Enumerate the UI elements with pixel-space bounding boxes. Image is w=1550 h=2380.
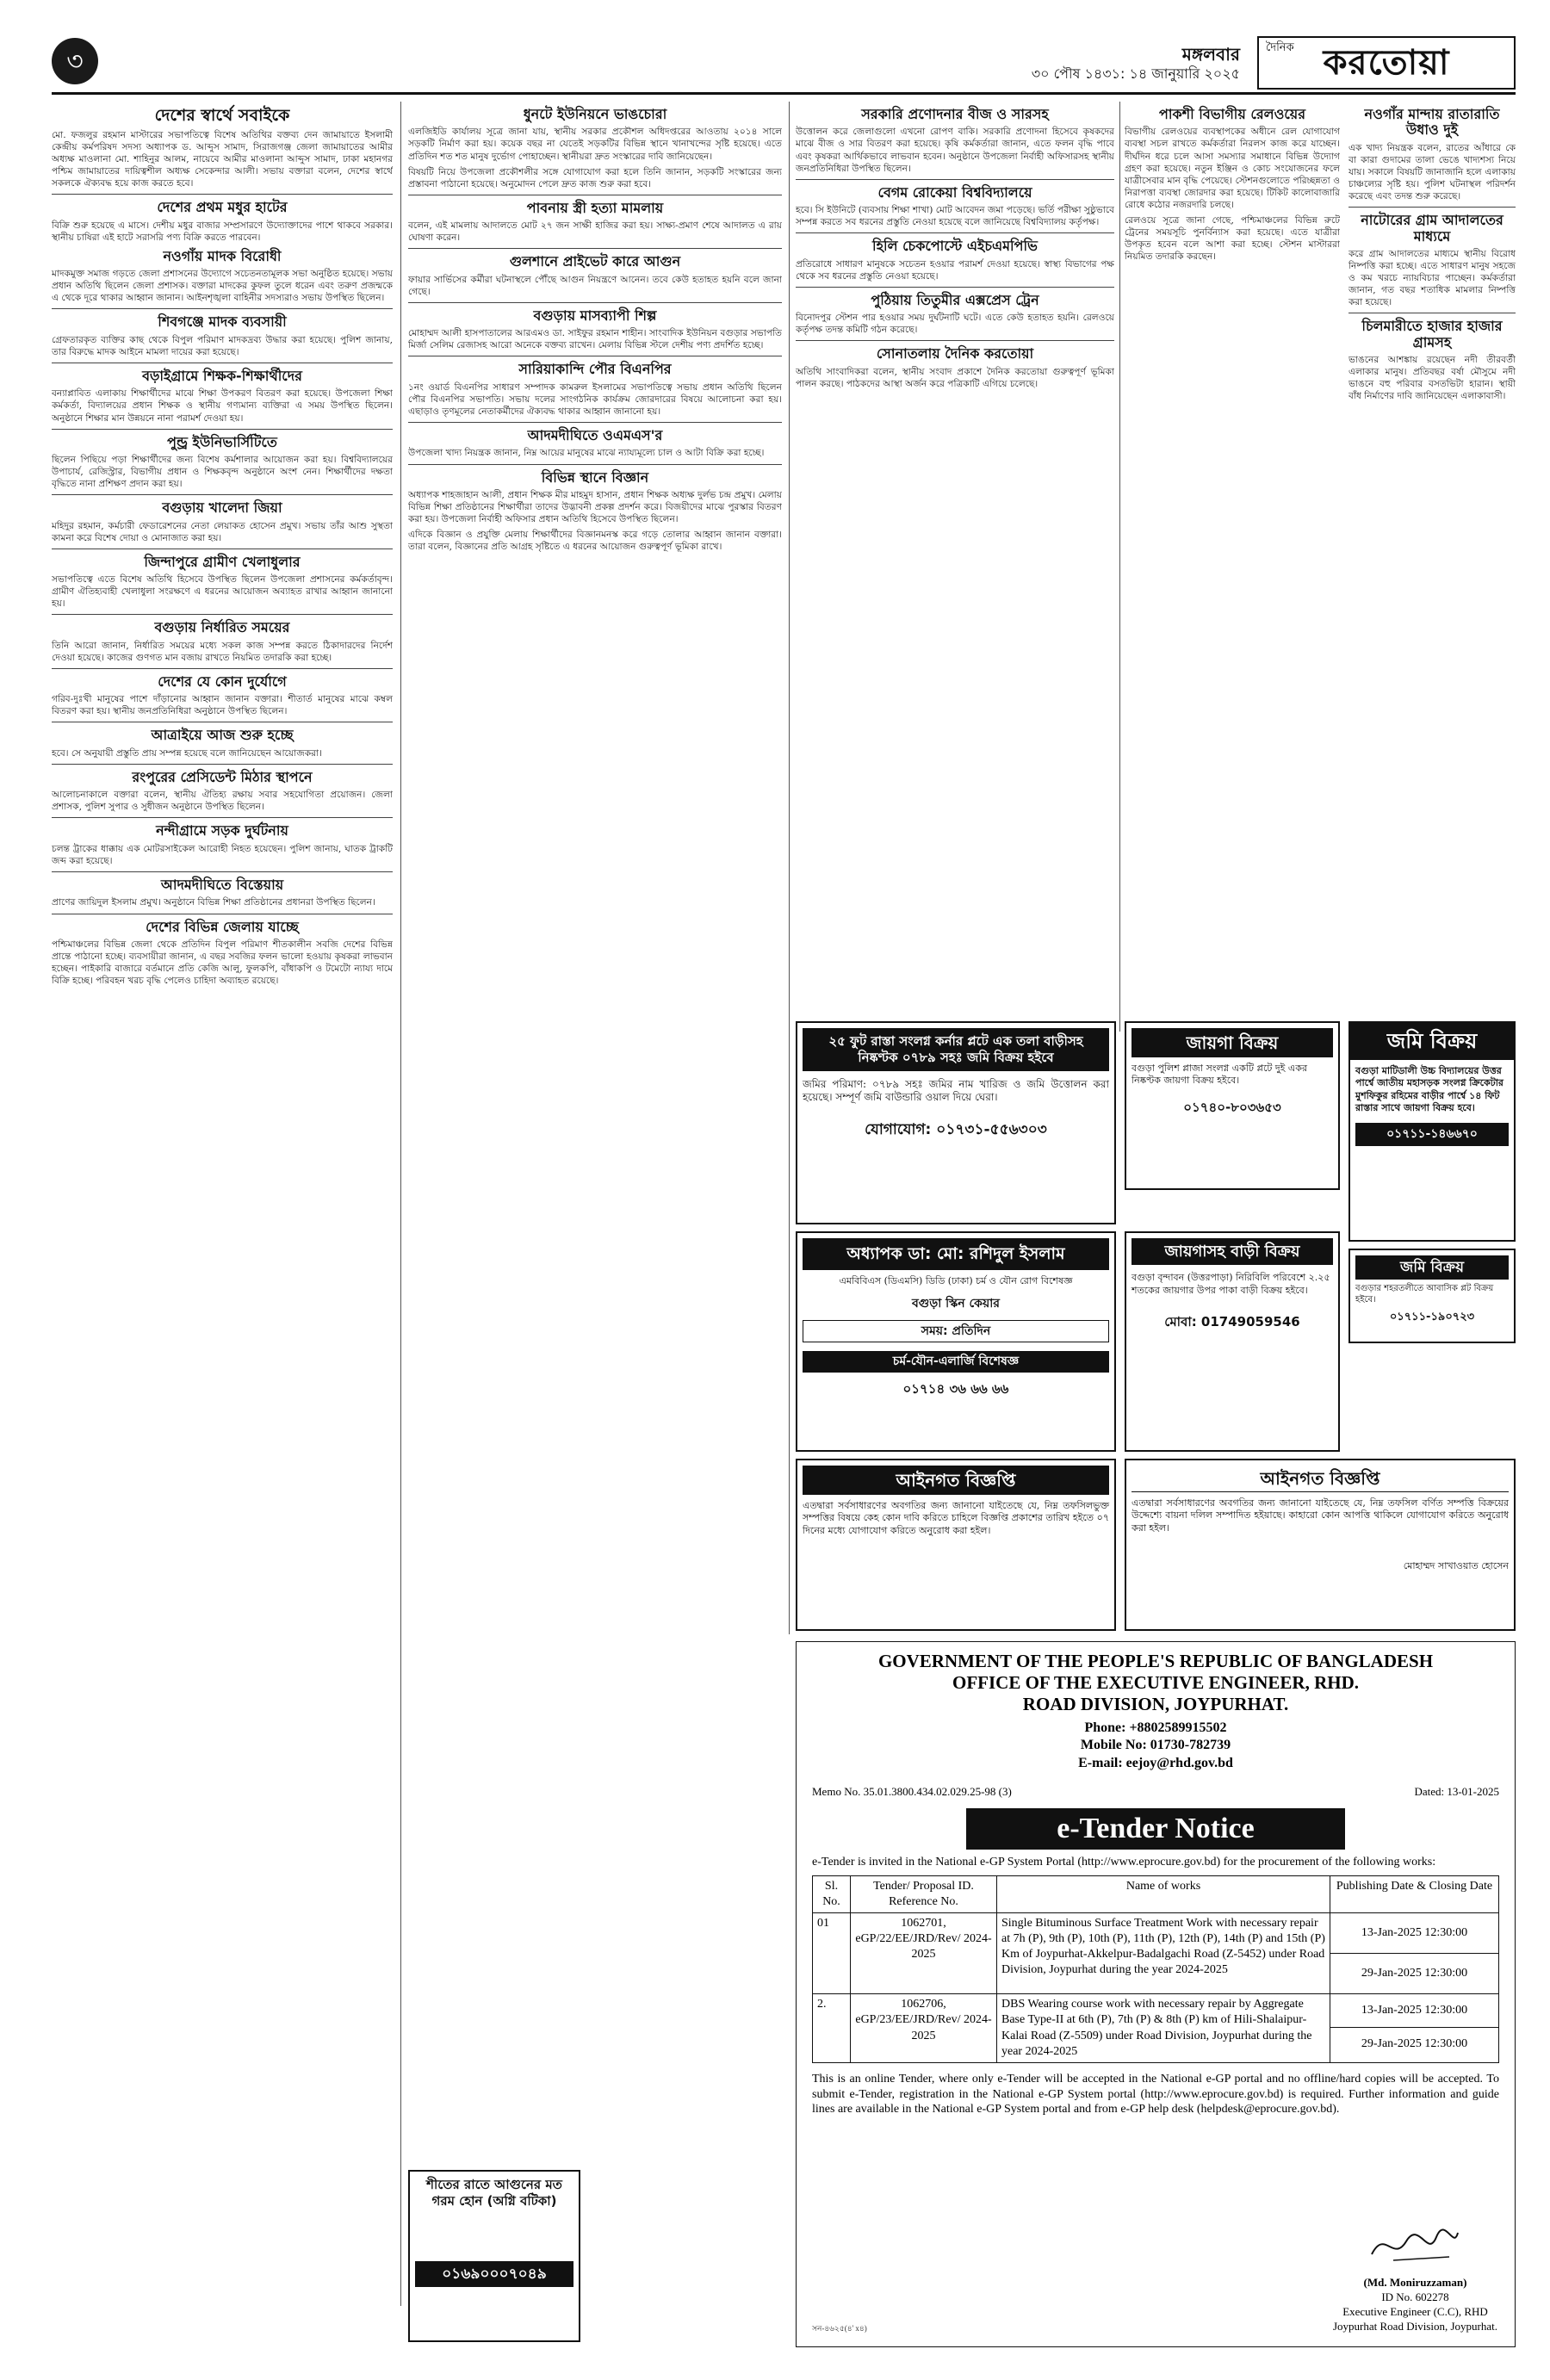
- masthead: [1257, 36, 1516, 90]
- article-text: মোহাম্মদ আলী হাসপাতালের আরএমও ডা. সাইফুর রহমান শাহীন। সাংবাদিক ইউনিয়ন বগুড়ার সভাপতি মির্জা সেলিম রেজাসহ আরো অনেকে বক্তব্য রাখেন। মেলায় বিভিন্ন স্টলে দেশীয় পণ্য প্রদর্শিত হচ্ছে।: [408, 328, 782, 351]
- column-divider: [789, 102, 790, 1634]
- headline: দেশের বিভিন্ন জেলায় যাচ্ছে: [146, 918, 299, 935]
- tender-email: E-mail: eejoy@rhd.gov.bd: [1078, 1756, 1233, 1771]
- article-text: ১নং ওয়ার্ড বিএনপির সাধারণ সম্পাদক কামরুল ইসলামের সভাপতিত্বে সভায় প্রধান অতিথি ছিলেন পৌর বিএনপির সভাপতি। সভায় দলের সাংগঠনিক কার্যক্রম জোরদারের বিষয়ে আলোচনা করা হয়। এছাড়াও তৃণমূলের নেতাকর্মীদের ঐক্যবদ্ধ থাকার আহ্বান জানানো হয়।: [408, 381, 782, 417]
- column-divider: [400, 102, 401, 2306]
- plot-ad-title: ২৫ ফুট রাস্তা সংলগ্ন কর্নার প্লটে এক তলা বাড়ীসহ নিষ্কণ্টক ০৭৮৯ সহঃ জমি বিক্রয় হইবে: [803, 1028, 1109, 1071]
- headline: গুলশানে প্রাইভেট কারে আগুন: [509, 253, 681, 270]
- tender-phone: Phone: +8802589915502: [1084, 1720, 1227, 1735]
- headline: বগুড়ায় মাসব্যাপী শিল্প: [533, 307, 657, 324]
- article-text: অতিথি সাংবাদিকরা বলেন, স্থানীয় সংবাদ প্রকাশে দৈনিক করতোয়া গুরুত্বপূর্ণ ভূমিকা পালন করছে। পাঠকদের আস্থা অর্জন করে পত্রিকাটি এগিয়ে চলেছে।: [796, 366, 1114, 389]
- tender-dated: Dated: 13-01-2025: [1414, 1784, 1499, 1798]
- land2-title: জমি বিক্রয়: [1350, 1023, 1514, 1060]
- headline: বেগম রোকেয়া বিশ্ববিদ্যালয়ে: [877, 183, 1032, 201]
- article-text: গ্রেফতারকৃত ব্যক্তির কাছ থেকে বিপুল পরিমাণ মাদকদ্রব্য উদ্ধার করা হয়েছে। পুলিশ জানায়, তার বিরুদ্ধে মাদক আইনে মামলা দায়ের করা হয়েছে।: [52, 334, 393, 357]
- ad-code: সন-৪৬২৫(৪' x৪): [812, 2324, 867, 2334]
- table-row: [813, 1994, 1499, 2063]
- headline: পাবনায় স্ত্রী হত্যা মামলায়: [526, 199, 664, 216]
- land3-body: বগুড়ার শহরতলীতে আবাসিক প্লট বিক্রয় হইবে।: [1355, 1284, 1494, 1305]
- table-row: [813, 1912, 1499, 1993]
- legal-notice-title: আইনগত বিজ্ঞপ্তি: [803, 1466, 1109, 1495]
- row-id: 1062706, eGP/23/EE/JRD/Rev/ 2024-2025: [851, 1994, 997, 2063]
- article-text: পশ্চিমাঞ্চলের বিভিন্ন জেলা থেকে প্রতিদিন বিপুল পরিমাণ শীতকালীন সবজি দেশের বিভিন্ন প্রান্তে পাঠানো হচ্ছে। ব্যবসায়ীরা জানান, এ বছর সবজির ফলন ভালো হওয়ায় কৃষকরা লাভবান হচ্ছেন। পাইকারি বাজারে বর্তমানে প্রতি কেজি আলু, ফুলকপি, বাঁধাকপি ও টমেটো ন্যায্য দামে বিক্রি হচ্ছে। পরিবহন খরচ বৃদ্ধি পেলেও চাহিদা অব্যাহত রয়েছে।: [52, 939, 393, 987]
- legal-notice-1: [796, 1459, 1116, 1631]
- article-text: সভাপতিত্বে এতে বিশেষ অতিথি হিসেবে উপস্থিত ছিলেন উপজেলা প্রশাসনের কর্মকর্তাবৃন্দ। গ্রামীণ ঐতিহ্যবাহী খেলাধুলা সংরক্ষণে এ ধরনের আয়োজন অব্যাহত রাখার আহ্বান জানানো হয়।: [52, 574, 393, 610]
- sig-office: Joypurhat Road Division, Joypurhat.: [1332, 2320, 1497, 2334]
- row-name: DBS Wearing course work with necessary repair by Aggregate Base Type-II at 6th (P), 7th (P) & 8th (P) km of Hili-Shalaipur- Kalai Road (Z-5509) under Road Division, Joypurhat during the year 2024-2025: [997, 1994, 1330, 2063]
- headline: নন্দীগ্রামে সড়ক দুর্ঘটনায়: [156, 822, 288, 840]
- doctor-time: সময়: প্রতিদিন: [803, 1320, 1109, 1342]
- row-id: 1062701, eGP/22/EE/JRD/Rev/ 2024-2025: [851, 1912, 997, 1993]
- sig-name: (Md. Moniruzzaman): [1363, 2276, 1467, 2290]
- signature-scribble: [1367, 2224, 1462, 2267]
- land-ad-body: বগুড়া পুলিশ প্লাজা সংলগ্ন একটি প্লটে দুই একর নিষ্কণ্টক জায়গা বিক্রয় হইবে।: [1132, 1063, 1307, 1087]
- winter-ad: [408, 2170, 580, 2342]
- doctor-specialty: চর্ম-যৌন-এলার্জি বিশেষজ্ঞ: [803, 1351, 1109, 1372]
- column-divider: [1119, 102, 1120, 1032]
- tender-intro: e-Tender is invited in the National e-GP System Portal (http://www.eprocure.gov.bd) for the procurement of the following works:: [812, 1856, 1436, 1869]
- headline: ধুনটে ইউনিয়নে ভাঙচোরা: [523, 106, 667, 122]
- headline: দেশের স্বার্থে সবাইকে: [154, 106, 290, 125]
- house-ad-phone: মোবা: 01749059546: [1164, 1313, 1300, 1329]
- article-text: চলন্ত ট্রাকের ধাক্কায় এক মোটরসাইকেল আরোহী নিহত হয়েছেন। পুলিশ জানায়, ঘাতক ট্রাকটি জব্দ করা হয়েছে।: [52, 843, 393, 866]
- plot-ad-body: জমির পরিমাণ: ০৭৮৯ সহঃ জমির নাম খারিজ ও জমি উত্তোলন করা হয়েছে। সম্পূর্ণ জমি বাউন্ডারি ওয়াল দিয়ে ঘেরা।: [803, 1077, 1109, 1104]
- headline: আদমদীঘিতে ওএমএস'র: [527, 427, 663, 444]
- tender-signature: [1333, 2224, 1497, 2334]
- article-text: রেলওয়ে সূত্রে জানা গেছে, পশ্চিমাঞ্চলের বিভিন্ন রুটে ট্রেনের সময়সূচি পুনর্বিন্যাস করা হয়েছে। এতে যাত্রীরা উপকৃত হবেন বলে আশা করা হচ্ছে। স্টেশন মাস্টাররা নিয়মিত তদারকি করছেন।: [1125, 214, 1340, 263]
- land-sale-ad: [1125, 1021, 1340, 1190]
- row-dates: [1330, 1994, 1499, 2063]
- house-sale-ad: [1125, 1231, 1340, 1452]
- legal2-sign: মোহাম্মদ সাখাওয়াত হোসেন: [1403, 1559, 1509, 1571]
- article-text: বিষয়টি নিয়ে উপজেলা প্রকৌশলীর সঙ্গে যোগাযোগ করা হলে তিনি জানান, সড়কটি সংস্কারের জন্য প্রস্তাবনা পাঠানো হয়েছে। অনুমোদন পেলে দ্রুত কাজ শুরু করা হবে।: [408, 166, 782, 189]
- tender-memo-row: [812, 1785, 1499, 1800]
- row-publish: 13-Jan-2025 12:30:00: [1330, 1994, 1498, 2028]
- row-dates: [1330, 1912, 1499, 1993]
- headline: হিলি চেকপোস্টে এইচএমপিভি: [872, 238, 1038, 255]
- article-text: ফায়ার সার্ভিসের কর্মীরা ঘটনাস্থলে পৌঁছে আগুন নিয়ন্ত্রণে আনেন। তবে কেউ হতাহত হয়নি বলে জানা গেছে।: [408, 274, 782, 297]
- plot-ad-phone: যোগাযোগ: ০১৭৩১-৫৫৬৩০৩: [865, 1120, 1047, 1138]
- tender-table: [812, 1875, 1499, 2064]
- legal-notice-2: [1125, 1459, 1516, 1631]
- article-text: মো. ফজলুর রহমান মাস্টারের সভাপতিত্বে বিশেষ অতিথির বক্তব্য দেন জামায়াতে ইসলামী কেন্দ্রীয় কর্মপরিষদ সদস্য অধ্যাপক ড. আব্দুস সামাদ, সিরাজগঞ্জ জেলা জামায়াতের আমীর অধ্যক্ষ মাওলানা মো. শাহিনুর আলম, নায়েবে আমীর মাওলানা আব্দুস সামাদ, ঢাকা মহানগর পশ্চিম জামায়াতের দায়িত্বশীল অধ্যক্ষ সেকেন্দার আলী। সভায় বক্তারা বলেন, দেশের স্বার্থে সকলকে ঐক্যবদ্ধ হয়ে কাজ করতে হবে।: [52, 129, 393, 189]
- legal2-body: এতদ্বারা সর্বসাধারণের অবগতির জন্য জানানো যাইতেছে যে, নিম্ন তফসিল বর্ণিত সম্পত্তি বিক্রয়ের উদ্দেশ্যে বায়না দলিল সম্পাদিত হইয়াছে। কাহারো কোন আপত্তি থাকিলে যোগাযোগ করিতে অনুরোধ করা হইল।: [1132, 1497, 1509, 1534]
- doctor-degree: এমবিবিএস (ডিএমসি) ডিডি (ঢাকা) চর্ম ও যৌন রোগ বিশেষজ্ঞ: [839, 1274, 1073, 1286]
- land3-title: জমি বিক্রয়: [1355, 1255, 1509, 1280]
- tender-note: This is an online Tender, where only e-Tender will be accepted in the National e-GP portal and no offline/hard copies will be accepted. To submit e-Tender, registration in the National e-GP System portal (http://www.eprocure.gov.bd) is required. Further information and guide lines are available in the National e-GP System portal and from e-GP help desk (helpdesk@eprocure.gov.bd).: [812, 2073, 1499, 2117]
- headline: নওগাঁয় মাদক বিরোধী: [163, 247, 282, 264]
- masthead-title: করতোয়া: [1323, 43, 1450, 83]
- headline: দেশের যে কোন দুর্যোগে: [158, 672, 287, 690]
- land-ad-phone: ০১৭৪০-৮০৩৬৫৩: [1183, 1099, 1281, 1115]
- article-text: প্রতিরোধে সাধারণ মানুষকে সচেতন হওয়ার পরামর্শ দেওয়া হয়েছে। স্বাস্থ্য বিভাগের পক্ষ থেকে সব ধরনের প্রস্তুতি নেওয়া হয়েছে।: [796, 258, 1114, 282]
- article-text: মহিদুর রহমান, কর্মচারী ফেডারেশনের নেতা লেয়াকত হোসেন প্রমুখ। সভায় তাঁর আশু সুস্থতা কামনা করে বিশেষ দোয়া ও মোনাজাত করা হয়।: [52, 520, 393, 543]
- headline: শিবগঞ্জে মাদক ব্যবসায়ী: [158, 313, 287, 331]
- article-text: করে গ্রাম আদালতের মাধ্যমে স্থানীয় বিরোধ নিষ্পত্তি করা হচ্ছে। এতে সাধারণ মানুষ সহজে ও কম খরচে ন্যায়বিচার পাচ্ছেন। কর্মকর্তারা জানান, গত বছর শতাধিক মামলার নিষ্পত্তি করা হয়েছে।: [1348, 248, 1516, 308]
- column-5: [1348, 102, 1516, 1014]
- article-text: হবে। সে অনুযায়ী প্রস্তুতি প্রায় সম্পন্ন হয়েছে বলে জানিয়েছেন আয়োজকরা।: [52, 747, 322, 759]
- article-text: ভাঙনের আশঙ্কায় রয়েছেন নদী তীরবর্তী এলাকার মানুষ। প্রতিবছর বর্ষা মৌসুমে নদী ভাঙনে বহু পরিবার বসতভিটা হারান। স্থায়ী বাঁধ নির্মাণের দাবি জানিয়েছেন এলাকাবাসী।: [1348, 355, 1516, 402]
- headline: বগুড়ায় খালেদা জিয়া: [162, 499, 282, 517]
- doctor-phone: ০১৭১৪ ৩৬ ৬৬ ৬৬: [902, 1380, 1009, 1397]
- article-text: অধ্যাপক শাহজাহান আলী, প্রধান শিক্ষক মীর মাহমুদ হাসান, প্রধান শিক্ষক অধ্যক্ষ দুর্লভ চন্দ্র প্রমুখ। মেলায় বিভিন্ন শিক্ষা প্রতিষ্ঠানের শিক্ষার্থীরা তাদের উদ্ভাবনী প্রকল্প প্রদর্শন করে। বিজয়ীদের মাঝে পুরস্কার বিতরণ করা হয়। উপজেলা নির্বাহী অফিসার প্রধান অতিথি হিসেবে উপস্থিত ছিলেন।: [408, 489, 782, 525]
- row-close: 29-Jan-2025 12:30:00: [1361, 2037, 1468, 2051]
- sig-title: Executive Engineer (C.C), RHD: [1342, 2305, 1488, 2319]
- col-date: Publishing Date & Closing Date: [1330, 1875, 1499, 1912]
- e-tender-notice: [796, 1641, 1516, 2347]
- doctor-ad: [796, 1231, 1116, 1452]
- headline: পাকশী বিভাগীয় রেলওয়ের: [1158, 106, 1306, 122]
- row-close: 29-Jan-2025 12:30:00: [1361, 1967, 1468, 1980]
- column-3: [796, 102, 1114, 1013]
- row-sl: 2.: [813, 1994, 851, 2063]
- tender-govt: GOVERNMENT OF THE PEOPLE'S REPUBLIC OF BANGLADESH: [877, 1651, 1434, 1671]
- row-sl: 01: [813, 1912, 851, 1993]
- headline: পুন্ড্র ইউনিভার্সিটিতে: [167, 433, 277, 450]
- tender-mobile: Mobile No: 01730-782739: [1080, 1738, 1231, 1753]
- article-text: হবে। সি ইউনিটে (ব্যবসায় শিক্ষা শাখা) মোট আবেদন জমা পড়েছে। ভর্তি পরীক্ষা সুষ্ঠুভাবে সম্পন্ন করতে সব ধরনের প্রস্তুতি নেওয়া হয়েছে বলে জানিয়েছে বিশ্ববিদ্যালয় কর্তৃপক্ষ।: [796, 205, 1114, 228]
- header-date-text: ৩০ পৌষ ১৪৩১: ১৪ জানুয়ারি ২০২৫: [1031, 65, 1240, 82]
- article-text: উপজেলা খাদ্য নিয়ন্ত্রক জানান, নিম্ন আয়ের মানুষের মাঝে ন্যায্যমূল্যে চাল ও আটা বিক্রি করা হচ্ছে।: [408, 448, 765, 459]
- column-2: [408, 102, 782, 2151]
- article-text: আলোচনাকালে বক্তারা বলেন, স্থানীয় ঐতিহ্য রক্ষায় সবার সহযোগিতা প্রয়োজন। জেলা প্রশাসক, পুলিশ সুপার ও সুধীজন অনুষ্ঠানে উপস্থিত ছিলেন।: [52, 790, 393, 813]
- article-text: গরিব-দুঃখী মানুষের পাশে দাঁড়ানোর আহ্বান জানান বক্তারা। শীতার্ত মানুষের মাঝে কম্বল বিতরণ করা হয়। স্থানীয় জনপ্রতিনিধিরা অনুষ্ঠানে উপস্থিত ছিলেন।: [52, 694, 393, 717]
- article-text: বিভাগীয় রেলওয়ের ব্যবস্থাপকের অধীনে রেল যোগাযোগ ব্যবস্থা সচল রাখতে কর্মকর্তারা নিরলস কাজ করে যাচ্ছেন। দীর্ঘদিন ধরে চলে আসা সমস্যার সমাধানে বিভিন্ন উদ্যোগ গ্রহণ করা হয়েছে। নতুন ইঞ্জিন ও কোচ সংযোজনের ফলে যাত্রীসেবার মান বৃদ্ধি পেয়েছে। স্টেশনগুলোতে পরিচ্ছন্নতা ও নিরাপত্তা ব্যবস্থা জোরদার করা হয়েছে। টিকিট কালোবাজারি রোধে কঠোর নজরদারি চলছে।: [1125, 127, 1340, 210]
- headline: রংপুরের প্রেসিডেন্ট মিঠার স্থাপনে: [132, 768, 313, 785]
- article-text: প্রাণের জায়িদুল ইসলাম প্রমুখ। অনুষ্ঠানে বিভিন্ন শিক্ষা প্রতিষ্ঠানের প্রধানরা উপস্থিত ছিলেন।: [52, 897, 375, 908]
- article-text: ছিলেন পিছিয়ে পড়া শিক্ষার্থীদের জন্য বিশেষ কর্মশালার আয়োজন করা হয়। বিশ্ববিদ্যালয়ের উপাচার্য, রেজিস্ট্রার, বিভাগীয় প্রধান ও শিক্ষকবৃন্দ অনুষ্ঠানে অংশ নেন। শিক্ষার্থীদের দক্ষতা বৃদ্ধিতে নানা প্রশিক্ষণ প্রদান করা হয়।: [52, 454, 393, 490]
- tender-title: e-Tender Notice: [966, 1808, 1345, 1850]
- article-text: এক খাদ্য নিয়ন্ত্রক বলেন, রাতের আঁধারে কে বা কারা গুদামের তালা ভেঙে খাদ্যশস্য নিয়ে যায়। সকালে বিষয়টি জানাজানি হলে এলাকায় চাঞ্চল্যের সৃষ্টি হয়। পুলিশ ঘটনাস্থল পরিদর্শন করেছে এবং তদন্ত শুরু করেছে।: [1348, 142, 1516, 202]
- headline: বিভিন্ন স্থানে বিজ্ঞান: [541, 468, 649, 486]
- winter-ad-title: শীতের রাতে আগুনের মত গরম হোন (অগ্নি বটিকা): [426, 2177, 562, 2209]
- header-date: [1032, 43, 1240, 84]
- article-text: এলজিইডি কার্যালয় সূত্রে জানা যায়, স্থানীয় সরকার প্রকৌশল অধিদপ্তরের আওতায় ২০১৪ সালে সড়কটি নির্মাণ করা হয়। কয়েক বছর না যেতেই সড়কটির বিভিন্ন স্থানে খানাখন্দের সৃষ্টি হয়েছে। এতে প্রতিদিন শত শত মানুষ দুর্ভোগ পোহাচ্ছেন। স্থানীয়রা দ্রুত সংস্কারের দাবি জানিয়েছেন।: [408, 127, 782, 162]
- article-text: বিনোদপুর স্টেশন পার হওয়ার সময় দুর্ঘটনাটি ঘটে। এতে কেউ হতাহত হয়নি। রেলওয়ে কর্তৃপক্ষ তদন্ত কমিটি গঠন করেছে।: [796, 313, 1114, 336]
- article-text: উত্তোলন করে জেলাগুলো এখনো রোপণ বাকি। সরকারি প্রণোদনা হিসেবে কৃষকদের মাঝে বীজ ও সার বিতরণ করা হয়েছে। কৃষি কর্মকর্তারা জানান, এতে ফলন বৃদ্ধি পাবে এবং কৃষকরা আর্থিকভাবে লাভবান হবেন। অনুষ্ঠানে উপজেলা নির্বাহী অফিসারসহ স্থানীয় জনপ্রতিনিধিরা উপস্থিত ছিলেন।: [796, 127, 1114, 174]
- winter-ad-phone: ০১৬৯০০০৭০৪৯: [415, 2261, 574, 2287]
- doctor-name: অধ্যাপক ডা: মো: রশিদুল ইসলাম: [803, 1238, 1109, 1270]
- land-ad-title: জায়গা বিক্রয়: [1132, 1028, 1333, 1057]
- col-id: Tender/ Proposal ID. Reference No.: [851, 1875, 997, 1912]
- article-text: বন্যাপ্লাবিত এলাকায় শিক্ষার্থীদের মাঝে শিক্ষা উপকরণ বিতরণ করা হয়েছে। উপজেলা শিক্ষা কর্মকর্তা, বিদ্যালয়ের প্রধান শিক্ষক ও স্থানীয় গণ্যমান্য ব্যক্তিরা এ সময় উপস্থিত ছিলেন। অনুষ্ঠানে শিক্ষার মান উন্নয়নে নানা পরামর্শ দেওয়া হয়।: [52, 388, 393, 424]
- column-4: [1125, 102, 1340, 945]
- headline: চিলমারীতে হাজার হাজার গ্রামসহ: [1361, 318, 1503, 350]
- headline: বড়াইগ্রামে শিক্ষক-শিক্ষার্থীদের: [142, 367, 302, 384]
- sig-id: ID No. 602278: [1381, 2290, 1449, 2304]
- land2-body: বগুড়া মাটিডালী উচ্চ বিদ্যালয়ের উত্তর পার্শ্বে জাতীয় মহাসড়ক সংলগ্ন ক্রিকেটার মুশফিকুর রহিমের বাড়ীর পার্শ্বে ১৪ ফিট রাস্তার সাথে জায়গা বিক্রয় হবে।: [1355, 1065, 1504, 1114]
- col-name: Name of works: [997, 1875, 1330, 1912]
- headline: জিন্দাপুরে গ্রামীণ খেলাধুলার: [144, 553, 301, 570]
- land-sale-ad-3: [1348, 1249, 1516, 1343]
- headline: পুঠিয়ায় তিতুমীর এক্সপ্রেস ট্রেন: [871, 291, 1039, 308]
- masthead-small: দৈনিক: [1266, 41, 1294, 54]
- row-name: Single Bituminous Surface Treatment Work with necessary repair at 7h (P), 9th (P), 10th (P), 11th (P), 12th (P), 14th (P) and 15th (P) Km of Joypurhat-Akkelpur-Badalgachi Road (Z-5452) under Road Division, Joypurhat during the year 2024-2025: [997, 1912, 1330, 1993]
- land-sale-ad-2: [1348, 1021, 1516, 1242]
- header-day: মঙ্গলবার: [1181, 44, 1240, 65]
- article-text: বিক্রি শুরু হয়েছে এ মাসে। দেশীয় মধুর বাজার সম্প্রসারণে উদ্যোক্তাদের পাশে থাকবে সরকার। স্থানীয় চাষিরা এই হাটে সরাসরি পণ্য বিক্রি করতে পারবেন।: [52, 220, 393, 243]
- article-text: তিনি আরো জানান, নির্ধারিত সময়ের মধ্যে সকল কাজ সম্পন্ন করতে ঠিকাদারদের নির্দেশ দেওয়া হয়েছে। কাজের গুণগত মান বজায় রাখতে নিয়মিত তদারকি করা হচ্ছে।: [52, 640, 393, 663]
- house-ad-body: বগুড়া বৃন্দাবন (উত্তরপাড়া) নিরিবিলি পরিবেশে ২.২৫ শতকের জায়গার উপর পাকা বাড়ী বিক্রয় হইবে।: [1132, 1272, 1330, 1296]
- column-1: [52, 102, 393, 2349]
- headline: সরকারি প্রণোদনার বীজ ও সারসহ: [861, 106, 1049, 122]
- plot-sale-ad: [796, 1021, 1116, 1224]
- page-header: [52, 34, 1516, 95]
- house-ad-title: জায়গাসহ বাড়ী বিক্রয়: [1132, 1238, 1333, 1265]
- page-number: ৩: [52, 38, 98, 84]
- tender-office: OFFICE OF THE EXECUTIVE ENGINEER, RHD.: [952, 1672, 1359, 1694]
- legal2-title: আইনগত বিজ্ঞপ্তি: [1132, 1466, 1509, 1492]
- row-publish: 13-Jan-2025 12:30:00: [1330, 1913, 1498, 1954]
- headline: নাটোরের গ্রাম আদালতের মাধ্যমে: [1361, 212, 1504, 245]
- headline: আদমদীঘিতে বিস্তেয়ায়: [160, 877, 284, 894]
- headline: বগুড়ায় নির্ধারিত সময়ের: [154, 619, 290, 636]
- headline: সোনাতলায় দৈনিক করতোয়া: [876, 345, 1034, 363]
- headline: সারিয়াকান্দি পৌর বিএনপির: [518, 361, 672, 378]
- article-text: এদিকে বিজ্ঞান ও প্রযুক্তি মেলায় শিক্ষার্থীদের বিজ্ঞানমনস্ক করে গড়ে তোলার আহ্বান জানান বক্তারা। তারা বলেন, বিজ্ঞানের প্রতি আগ্রহ সৃষ্টিতে এ ধরনের আয়োজন গুরুত্বপূর্ণ ভূমিকা রাখে।: [408, 530, 782, 553]
- tender-memo: Memo No. 35.01.3800.434.02.029.25-98 (3): [812, 1784, 1012, 1798]
- land3-phone: ০১৭১১-১৯০৭২৩: [1389, 1311, 1475, 1324]
- land2-phone: ০১৭১১-১৪৬৬৭০: [1355, 1123, 1509, 1145]
- col-sl: Sl. No.: [813, 1875, 851, 1912]
- headline: দেশের প্রথম মধুর হাটের: [157, 199, 288, 216]
- doctor-chamber: বগুড়া স্কিন কেয়ার: [912, 1296, 1000, 1311]
- article-text: বলেন, এই মামলায় আদালতে মোট ২৭ জন সাক্ষী হাজির করা হয়। সাক্ষ্য-প্রমাণ শেষে আদালত এ রায় ঘোষণা করেন।: [408, 220, 782, 244]
- tender-division: ROAD DIVISION, JOYPURHAT.: [1022, 1694, 1289, 1715]
- headline: নওগাঁর মান্দায় রাতারাতি উধাও দুই: [1364, 106, 1500, 139]
- legal-notice-body: এতদ্বারা সর্বসাধারণের অবগতির জন্য জানানো যাইতেছে যে, নিম্ন তফসিলভুক্ত সম্পত্তির বিষয়ে কেহ কোন দাবি করিতে চাহিলে বিজ্ঞপ্তি প্রকাশের তারিখ হইতে ০৭ দিনের মধ্যে যোগাযোগ করিতে অনুরোধ করা হইল।: [803, 1500, 1109, 1536]
- article-text: মাদকমুক্ত সমাজ গড়তে জেলা প্রশাসনের উদ্যোগে সচেতনতামূলক সভা অনুষ্ঠিত হয়েছে। সভায় প্রধান অতিথি ছিলেন জেলা প্রশাসক। বক্তারা মাদকের কুফল তুলে ধরেন এবং তরুণ প্রজন্মকে এ থেকে দূরে থাকার আহ্বান জানান। আইনশৃঙ্খলা বাহিনীর সদস্যরাও সভায় উপস্থিত ছিলেন।: [52, 269, 393, 304]
- headline: আত্রাইয়ে আজ শুরু হচ্ছে: [151, 727, 294, 744]
